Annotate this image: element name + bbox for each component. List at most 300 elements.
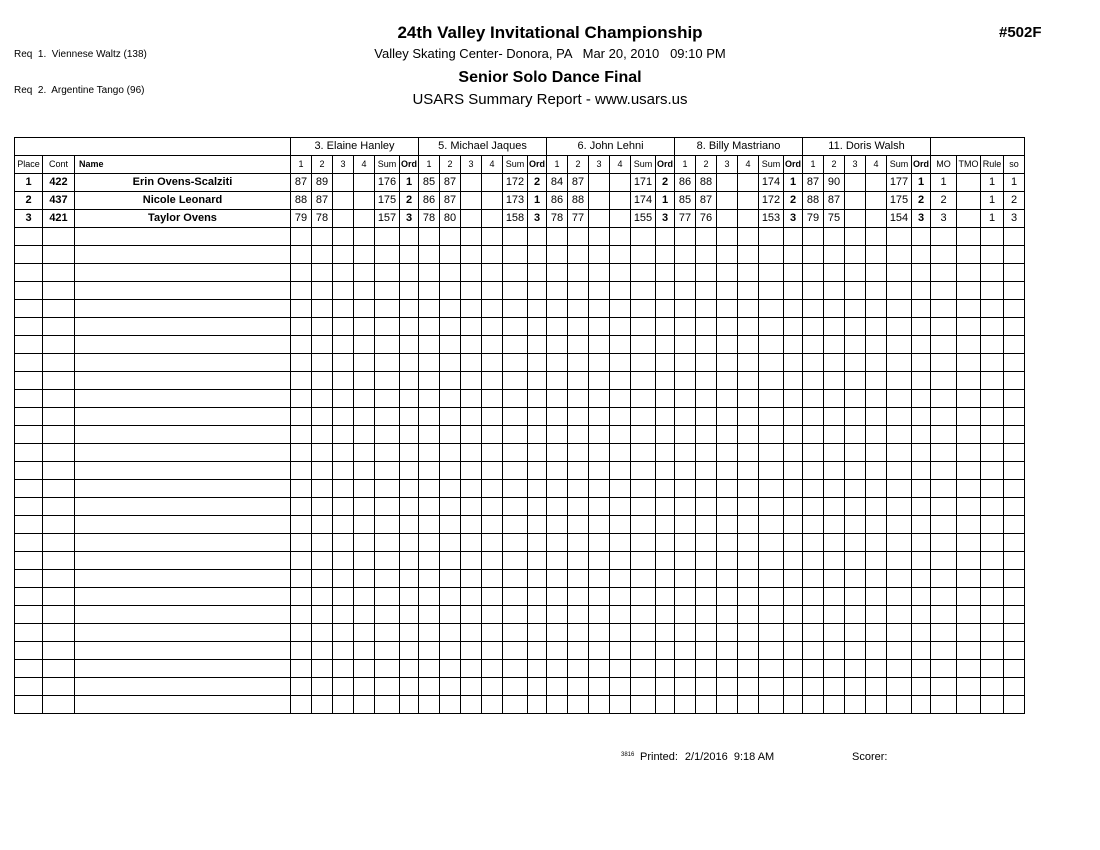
empty-cell — [631, 372, 656, 390]
empty-cell — [717, 390, 738, 408]
empty-cell — [568, 570, 589, 588]
empty-cell — [440, 552, 461, 570]
empty-cell — [440, 426, 461, 444]
empty-cell — [912, 300, 931, 318]
empty-cell — [981, 372, 1004, 390]
empty-cell — [656, 624, 675, 642]
empty-cell — [589, 516, 610, 534]
empty-cell — [866, 606, 887, 624]
judge-header-row — [15, 138, 1025, 156]
empty-cell — [291, 552, 312, 570]
empty-cell — [866, 678, 887, 696]
mark-cell — [845, 174, 866, 192]
empty-cell — [482, 282, 503, 300]
column-header-sum: Sum — [759, 156, 784, 174]
empty-cell — [824, 408, 845, 426]
empty-cell — [589, 426, 610, 444]
empty-cell — [528, 318, 547, 336]
empty-cell — [696, 282, 717, 300]
empty-cell — [931, 660, 957, 678]
empty-cell — [503, 606, 528, 624]
empty-row — [15, 498, 1025, 516]
empty-cell — [75, 696, 291, 714]
empty-cell — [759, 462, 784, 480]
empty-cell — [419, 462, 440, 480]
empty-cell — [675, 606, 696, 624]
column-header-cont: Cont — [43, 156, 75, 174]
empty-cell — [528, 408, 547, 426]
empty-cell — [354, 282, 375, 300]
empty-cell — [656, 570, 675, 588]
empty-cell — [759, 426, 784, 444]
empty-cell — [784, 534, 803, 552]
empty-cell — [784, 426, 803, 444]
empty-cell — [717, 372, 738, 390]
empty-cell — [503, 426, 528, 444]
empty-cell — [15, 444, 43, 462]
empty-cell — [912, 588, 931, 606]
empty-cell — [803, 624, 824, 642]
empty-cell — [656, 336, 675, 354]
mark-cell — [610, 174, 631, 192]
empty-cell — [784, 318, 803, 336]
empty-cell — [419, 480, 440, 498]
empty-cell — [784, 552, 803, 570]
empty-cell — [845, 354, 866, 372]
judge-name: 6. John Lehni — [547, 138, 675, 156]
empty-cell — [738, 624, 759, 642]
empty-cell — [312, 642, 333, 660]
empty-cell — [824, 552, 845, 570]
empty-cell — [547, 228, 568, 246]
empty-cell — [440, 408, 461, 426]
empty-cell — [589, 606, 610, 624]
empty-cell — [784, 246, 803, 264]
empty-cell — [759, 336, 784, 354]
empty-cell — [784, 408, 803, 426]
mark-cell — [866, 210, 887, 228]
empty-cell — [43, 534, 75, 552]
empty-cell — [568, 534, 589, 552]
empty-cell — [912, 336, 931, 354]
empty-cell — [15, 588, 43, 606]
empty-cell — [354, 390, 375, 408]
empty-cell — [656, 660, 675, 678]
empty-cell — [547, 642, 568, 660]
empty-cell — [631, 516, 656, 534]
column-header-3: 3 — [845, 156, 866, 174]
empty-cell — [631, 588, 656, 606]
empty-cell — [675, 336, 696, 354]
mark-cell: 84 — [547, 174, 568, 192]
empty-cell — [75, 354, 291, 372]
empty-cell — [419, 570, 440, 588]
column-header-2: 2 — [312, 156, 333, 174]
empty-cell — [759, 642, 784, 660]
empty-cell — [610, 678, 631, 696]
empty-cell — [675, 462, 696, 480]
empty-cell — [887, 390, 912, 408]
empty-cell — [696, 516, 717, 534]
empty-cell — [738, 318, 759, 336]
column-header-2: 2 — [440, 156, 461, 174]
empty-cell — [759, 696, 784, 714]
empty-cell — [803, 354, 824, 372]
empty-cell — [568, 390, 589, 408]
empty-cell — [503, 336, 528, 354]
results-table — [14, 137, 1025, 714]
empty-cell — [803, 462, 824, 480]
empty-cell — [461, 624, 482, 642]
empty-row — [15, 678, 1025, 696]
empty-cell — [845, 498, 866, 516]
empty-cell — [43, 480, 75, 498]
empty-cell — [738, 264, 759, 282]
empty-cell — [738, 552, 759, 570]
empty-cell — [675, 228, 696, 246]
empty-cell — [675, 372, 696, 390]
empty-cell — [784, 588, 803, 606]
empty-cell — [15, 696, 43, 714]
empty-row — [15, 246, 1025, 264]
empty-cell — [784, 642, 803, 660]
empty-cell — [957, 552, 981, 570]
mark-cell — [333, 210, 354, 228]
empty-cell — [15, 264, 43, 282]
empty-cell — [440, 318, 461, 336]
mark-cell: 85 — [419, 174, 440, 192]
empty-cell — [440, 696, 461, 714]
empty-cell — [482, 228, 503, 246]
empty-cell — [589, 228, 610, 246]
empty-cell — [717, 336, 738, 354]
empty-cell — [738, 372, 759, 390]
empty-cell — [1004, 516, 1025, 534]
ordinal-cell: 3 — [912, 210, 931, 228]
empty-cell — [845, 444, 866, 462]
empty-cell — [375, 228, 400, 246]
empty-cell — [333, 354, 354, 372]
empty-cell — [354, 624, 375, 642]
empty-cell — [866, 372, 887, 390]
empty-cell — [43, 372, 75, 390]
empty-cell — [866, 246, 887, 264]
empty-cell — [845, 588, 866, 606]
empty-cell — [738, 678, 759, 696]
empty-cell — [931, 264, 957, 282]
mark-cell — [610, 210, 631, 228]
empty-cell — [354, 606, 375, 624]
empty-cell — [375, 534, 400, 552]
empty-cell — [589, 462, 610, 480]
empty-cell — [528, 480, 547, 498]
sum-cell: 154 — [887, 210, 912, 228]
empty-cell — [291, 624, 312, 642]
empty-cell — [528, 696, 547, 714]
empty-cell — [866, 588, 887, 606]
venue-date-line: Valley Skating Center- Donora, PA Mar 20, 2010 09:10 PM — [374, 46, 726, 61]
mark-cell: 87 — [440, 174, 461, 192]
empty-cell — [610, 588, 631, 606]
empty-cell — [503, 498, 528, 516]
empty-cell — [400, 336, 419, 354]
empty-cell — [589, 642, 610, 660]
empty-cell — [15, 624, 43, 642]
empty-cell — [547, 516, 568, 534]
sum-cell: 174 — [631, 192, 656, 210]
empty-cell — [400, 408, 419, 426]
empty-cell — [440, 516, 461, 534]
empty-cell — [675, 696, 696, 714]
empty-cell — [312, 336, 333, 354]
empty-cell — [528, 264, 547, 282]
empty-cell — [461, 300, 482, 318]
empty-cell — [610, 390, 631, 408]
empty-cell — [631, 678, 656, 696]
empty-cell — [931, 570, 957, 588]
empty-cell — [568, 498, 589, 516]
empty-cell — [957, 354, 981, 372]
empty-cell — [610, 372, 631, 390]
empty-cell — [547, 318, 568, 336]
empty-cell — [400, 642, 419, 660]
empty-cell — [824, 624, 845, 642]
empty-cell — [656, 264, 675, 282]
empty-cell — [957, 444, 981, 462]
empty-cell — [503, 534, 528, 552]
empty-cell — [15, 354, 43, 372]
empty-cell — [803, 696, 824, 714]
empty-cell — [589, 336, 610, 354]
empty-cell — [400, 498, 419, 516]
empty-cell — [931, 696, 957, 714]
empty-cell — [440, 462, 461, 480]
empty-cell — [912, 624, 931, 642]
empty-cell — [375, 516, 400, 534]
judge-name: 5. Michael Jaques — [419, 138, 547, 156]
empty-cell — [717, 660, 738, 678]
empty-cell — [981, 678, 1004, 696]
empty-cell — [440, 390, 461, 408]
title-block — [0, 24, 1100, 109]
empty-cell — [738, 588, 759, 606]
empty-cell — [912, 696, 931, 714]
empty-cell — [957, 300, 981, 318]
sum-cell: 176 — [375, 174, 400, 192]
empty-cell — [419, 264, 440, 282]
ordinal-cell: 2 — [656, 174, 675, 192]
empty-cell — [503, 462, 528, 480]
empty-cell — [528, 552, 547, 570]
empty-cell — [912, 444, 931, 462]
empty-cell — [43, 264, 75, 282]
empty-cell — [568, 606, 589, 624]
empty-cell — [610, 408, 631, 426]
column-header-ord: Ord — [400, 156, 419, 174]
empty-cell — [15, 426, 43, 444]
empty-cell — [333, 498, 354, 516]
empty-cell — [482, 480, 503, 498]
empty-cell — [400, 444, 419, 462]
empty-cell — [482, 678, 503, 696]
empty-cell — [528, 228, 547, 246]
empty-cell — [291, 300, 312, 318]
empty-cell — [419, 642, 440, 660]
empty-cell — [75, 534, 291, 552]
empty-cell — [461, 372, 482, 390]
empty-row — [15, 264, 1025, 282]
championship-title: 24th Valley Invitational Championship — [397, 23, 703, 42]
empty-cell — [312, 264, 333, 282]
empty-cell — [528, 516, 547, 534]
empty-cell — [824, 354, 845, 372]
empty-cell — [547, 246, 568, 264]
empty-cell — [738, 516, 759, 534]
empty-cell — [547, 390, 568, 408]
empty-cell — [656, 408, 675, 426]
empty-cell — [291, 606, 312, 624]
empty-cell — [866, 390, 887, 408]
empty-cell — [675, 426, 696, 444]
ordinal-cell: 1 — [784, 174, 803, 192]
empty-cell — [957, 390, 981, 408]
empty-cell — [354, 642, 375, 660]
mark-cell — [738, 174, 759, 192]
empty-cell — [440, 624, 461, 642]
empty-cell — [1004, 624, 1025, 642]
empty-cell — [675, 642, 696, 660]
empty-cell — [419, 444, 440, 462]
empty-row — [15, 642, 1025, 660]
empty-cell — [631, 426, 656, 444]
empty-cell — [912, 264, 931, 282]
empty-cell — [1004, 696, 1025, 714]
empty-cell — [312, 624, 333, 642]
empty-cell — [845, 318, 866, 336]
empty-cell — [866, 336, 887, 354]
empty-cell — [461, 336, 482, 354]
empty-cell — [717, 588, 738, 606]
empty-cell — [696, 390, 717, 408]
empty-cell — [717, 444, 738, 462]
empty-cell — [589, 444, 610, 462]
empty-cell — [333, 570, 354, 588]
empty-cell — [375, 678, 400, 696]
empty-cell — [887, 354, 912, 372]
empty-cell — [291, 570, 312, 588]
mark-cell: 77 — [568, 210, 589, 228]
empty-cell — [482, 642, 503, 660]
empty-cell — [784, 372, 803, 390]
empty-cell — [803, 444, 824, 462]
empty-cell — [547, 570, 568, 588]
empty-cell — [461, 408, 482, 426]
empty-cell — [375, 408, 400, 426]
empty-cell — [981, 282, 1004, 300]
empty-cell — [568, 264, 589, 282]
empty-cell — [43, 246, 75, 264]
column-header-1: 1 — [547, 156, 568, 174]
empty-cell — [610, 246, 631, 264]
empty-cell — [824, 498, 845, 516]
sum-cell: 172 — [759, 192, 784, 210]
empty-cell — [333, 552, 354, 570]
empty-cell — [981, 606, 1004, 624]
empty-cell — [887, 408, 912, 426]
empty-cell — [75, 444, 291, 462]
place-cell: 3 — [15, 210, 43, 228]
column-header-4: 4 — [610, 156, 631, 174]
empty-cell — [354, 588, 375, 606]
empty-cell — [931, 552, 957, 570]
empty-cell — [803, 318, 824, 336]
mark-cell: 87 — [291, 174, 312, 192]
empty-cell — [440, 534, 461, 552]
empty-cell — [866, 408, 887, 426]
empty-cell — [400, 246, 419, 264]
empty-cell — [931, 624, 957, 642]
empty-cell — [568, 444, 589, 462]
empty-cell — [75, 300, 291, 318]
empty-cell — [15, 498, 43, 516]
empty-cell — [803, 570, 824, 588]
empty-cell — [759, 516, 784, 534]
empty-cell — [866, 462, 887, 480]
empty-cell — [759, 570, 784, 588]
empty-cell — [354, 444, 375, 462]
empty-cell — [845, 426, 866, 444]
empty-cell — [503, 264, 528, 282]
empty-cell — [887, 642, 912, 660]
empty-cell — [931, 678, 957, 696]
empty-cell — [43, 678, 75, 696]
empty-cell — [440, 570, 461, 588]
empty-cell — [824, 444, 845, 462]
empty-cell — [15, 282, 43, 300]
empty-cell — [75, 642, 291, 660]
mark-cell: 75 — [824, 210, 845, 228]
empty-row — [15, 480, 1025, 498]
empty-cell — [866, 696, 887, 714]
empty-cell — [333, 516, 354, 534]
empty-cell — [717, 624, 738, 642]
skater-name-cell: Erin Ovens-Scalziti — [75, 174, 291, 192]
empty-cell — [824, 336, 845, 354]
empty-cell — [1004, 444, 1025, 462]
empty-cell — [656, 606, 675, 624]
empty-cell — [981, 426, 1004, 444]
empty-cell — [981, 516, 1004, 534]
empty-cell — [824, 318, 845, 336]
empty-cell — [957, 228, 981, 246]
empty-cell — [845, 678, 866, 696]
empty-cell — [333, 318, 354, 336]
empty-cell — [568, 354, 589, 372]
empty-cell — [568, 408, 589, 426]
empty-cell — [312, 228, 333, 246]
empty-cell — [845, 282, 866, 300]
empty-cell — [610, 660, 631, 678]
mark-cell — [589, 192, 610, 210]
empty-cell — [610, 426, 631, 444]
empty-cell — [75, 588, 291, 606]
empty-cell — [696, 642, 717, 660]
empty-cell — [43, 354, 75, 372]
empty-cell — [866, 426, 887, 444]
event-number: #502F — [999, 24, 1042, 41]
empty-cell — [824, 606, 845, 624]
empty-cell — [482, 318, 503, 336]
